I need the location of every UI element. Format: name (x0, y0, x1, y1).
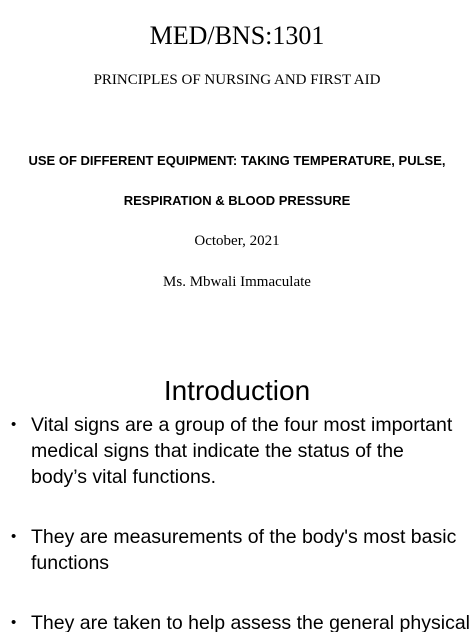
bullet-text-line: They are taken to help assess the general physical (31, 612, 471, 632)
topic-line-2: RESPIRATION & BLOOD PRESSURE (123, 193, 351, 208)
bullet-text-line: medical signs that indicate the status of the (31, 440, 404, 462)
bullet-marker: • (11, 416, 17, 433)
presenter-name: Ms. Mbwali Immaculate (163, 274, 311, 290)
course-code: MED/BNS:1301 (149, 21, 325, 50)
bullet-item (0, 412, 474, 490)
bullet-text-line: They are measurements of the body's most basic (31, 526, 457, 548)
bullet-text-line: functions (31, 552, 110, 574)
bullet-text-line: body’s vital functions. (31, 466, 216, 488)
bullet-marker: • (11, 528, 17, 545)
bullet-item (0, 524, 474, 576)
presentation-date: October, 2021 (194, 233, 280, 249)
course-name: PRINCIPLES OF NURSING AND FIRST AID (93, 72, 381, 88)
bullet-text-line: Vital signs are a group of the four most important (31, 414, 453, 436)
bullet-marker: • (11, 614, 17, 631)
slide-heading: Introduction (163, 375, 311, 406)
bullet-item (0, 610, 474, 632)
topic-line-1: USE OF DIFFERENT EQUIPMENT: TAKING TEMPERATURE, PULSE, (28, 153, 446, 168)
introduction-slide (0, 346, 474, 632)
bullet-list (0, 412, 474, 632)
